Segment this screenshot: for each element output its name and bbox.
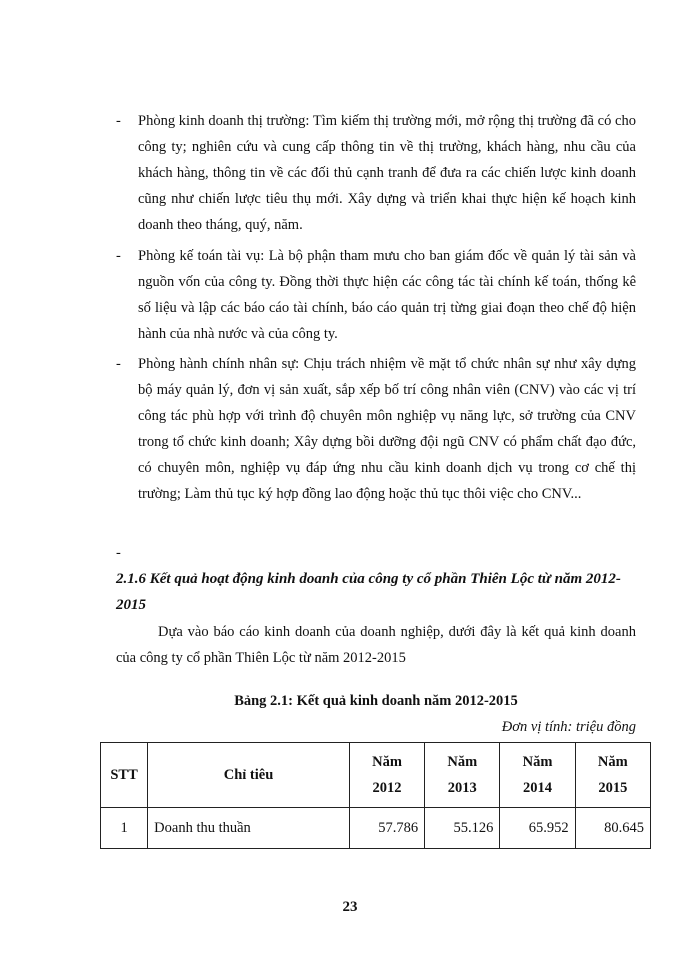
table-header-row — [101, 743, 651, 808]
bullet-dash: - — [116, 248, 121, 264]
bullet-text: Phòng hành chính nhân sự: Chịu trách nhiệm về mặt tổ chức nhân sự như xây dựng bộ máy quản lý, đơn vị sản xuất, sắp xếp bố trí công nhân viên (CNV) vào các vị trí công tác phù hợp với trình độ chuyên môn nghiệp vụ năng lực, sở trường của CNV trong tổ chức kinh doanh; Xây dựng bồi dưỡng đội ngũ CNV có phẩm chất đạo đức, có chuyên môn, nghiệp vụ đáp ứng nhu cầu kinh doanh dịch vụ trong cơ chế thị trường; Làm thủ tục ký hợp đồng lao động hoặc thủ tục thôi việc cho CNV... — [138, 356, 636, 502]
unit-note: Đơn vị tính: triệu đồng — [501, 719, 636, 735]
cell-2013: 55.126 — [425, 808, 500, 849]
table-row — [101, 808, 651, 849]
header-2012: Năm 2012 — [349, 743, 424, 808]
bullet-text: Phòng kinh doanh thị trường: Tìm kiếm thị trường mới, mở rộng thị trường đã có cho công ty; nghiên cứu và cung cấp thông tin về thị trường, khách hàng, nhu cầu của khách hàng, thông tin về các đối thủ cạnh tranh để đưa ra các chiến lược kinh doanh cũng như chiến lược tiêu thụ mới. Xây dựng và triển khai thực hiện kế hoạch kinh doanh theo tháng, quý, năm. — [138, 113, 636, 233]
table-caption: Bảng 2.1: Kết quả kinh doanh năm 2012-2015 — [234, 693, 518, 709]
header-stt: STT — [101, 743, 148, 808]
cell-indicator: Doanh thu thuần — [148, 808, 350, 849]
bullet-accounting-dept — [116, 243, 636, 347]
bullet-hr-dept — [116, 351, 636, 507]
bullet-dash: - — [116, 113, 121, 129]
business-results-table — [100, 742, 651, 849]
bullet-dash: - — [116, 356, 121, 372]
cell-2014: 65.952 — [500, 808, 575, 849]
header-2013: Năm 2013 — [425, 743, 500, 808]
stray-dash: - — [116, 545, 121, 561]
header-indicator: Chỉ tiêu — [148, 743, 350, 808]
page-number: 23 — [342, 899, 358, 915]
cell-2015: 80.645 — [575, 808, 650, 849]
header-2015: Năm 2015 — [575, 743, 650, 808]
intro-paragraph: Dựa vào báo cáo kinh doanh của doanh nghiệp, dưới đây là kết quả kinh doanh của công ty cổ phần Thiên Lộc từ năm 2012-2015 — [116, 624, 636, 666]
cell-2012: 57.786 — [349, 808, 424, 849]
section-heading: 2.1.6 Kết quả hoạt động kinh doanh của công ty cổ phần Thiên Lộc từ năm 2012-2015 — [116, 571, 621, 613]
header-2014: Năm 2014 — [500, 743, 575, 808]
cell-stt: 1 — [101, 808, 148, 849]
bullet-sales-dept — [116, 108, 636, 238]
bullet-text: Phòng kế toán tài vụ: Là bộ phận tham mưu cho ban giám đốc về quản lý tài sản và nguồn vốn của công ty. Đồng thời thực hiện các công tác tài chính kế toán, thống kê số liệu và lập các báo cáo tài chính, báo cáo quản trị từng giai đoạn theo chế độ hiện hành của nhà nước và của công ty. — [138, 248, 636, 342]
